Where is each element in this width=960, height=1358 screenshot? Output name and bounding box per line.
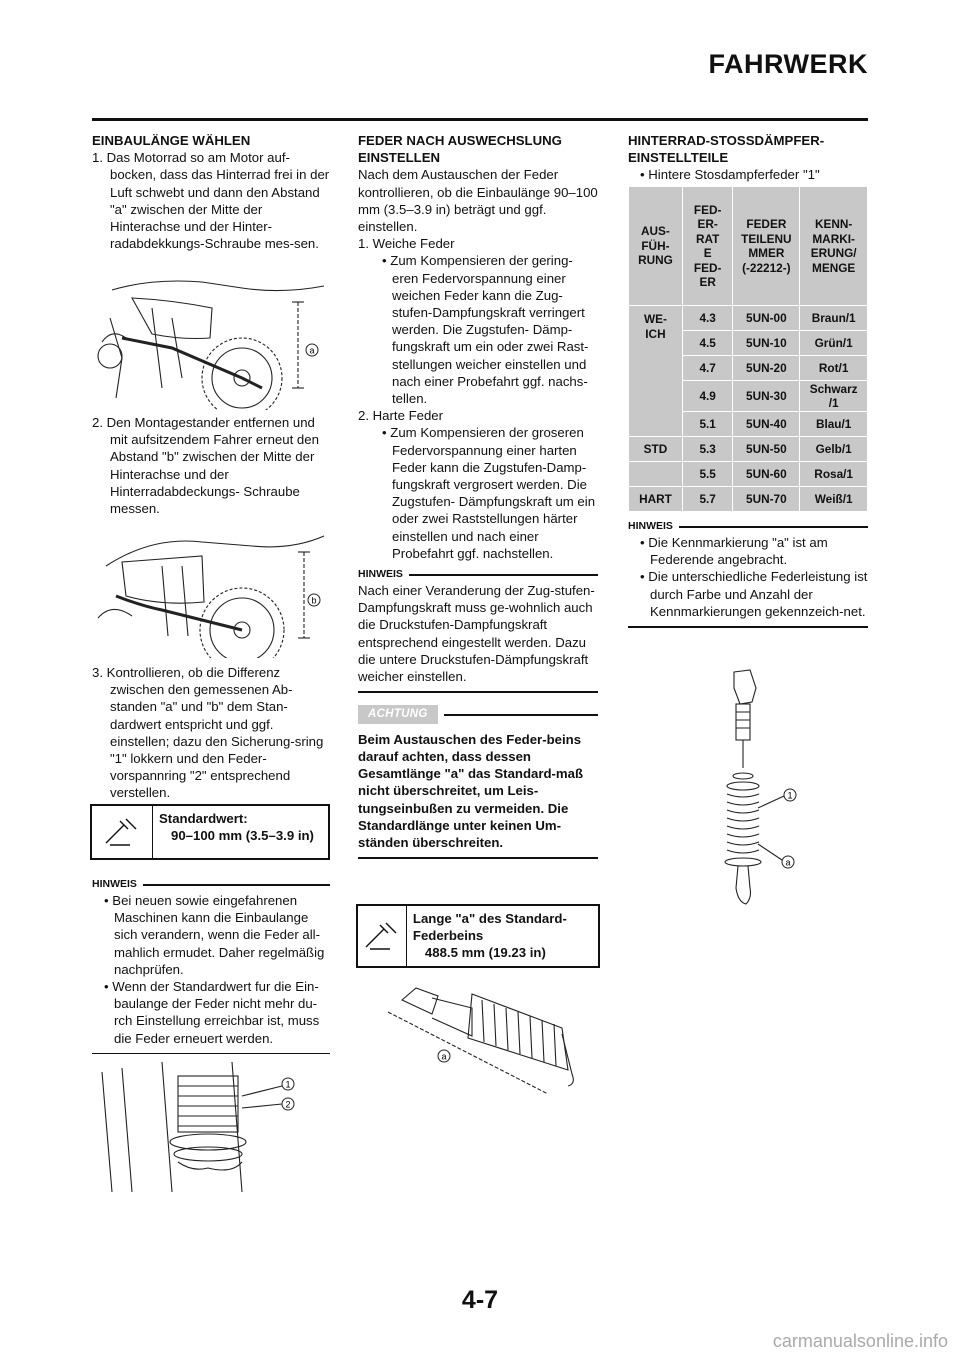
callout-a: a: [785, 857, 791, 868]
item-2-bullet: • Zum Kompensieren der groseren Federvorspannung einer harten Feder kann die Zugstufen-Damp-fungskraft vergrosert werden. Die Zugstufen- Dämpfungskraft um ein oder zwei Raststellungen härter einstellen und nach einer Probefahrt ggf. nachstellen.: [382, 425, 596, 561]
table-cell: Rot/1: [800, 356, 868, 381]
section-heading: HINTERRAD-STOSSDÄMPFER-EINSTELLTEILE: [628, 133, 825, 166]
table-cell: 5.1: [682, 412, 733, 437]
note-bullet: • Wenn der Standardwert fur die Ein-baulange der Feder nicht mehr du-rch Einstellung erreichbar ist, muss die Feder erneuert werden.: [104, 979, 320, 1046]
table-cell: 4.5: [682, 331, 733, 356]
table-row: [629, 487, 868, 512]
section-heading: FEDER NACH AUSWECHSLUNG EINSTELLEN: [358, 133, 562, 166]
table-cell: 5UN-50: [733, 437, 800, 462]
note-bullet: • Die Kennmarkierung "a" ist am Federende angebracht.: [640, 535, 828, 568]
shock-adjuster-figure: [92, 1062, 330, 1194]
page-number: 4-7: [461, 1286, 499, 1314]
table-cell: Braun/1: [800, 306, 868, 331]
column-2: [358, 132, 598, 859]
caution-text: Beim Austauschen des Feder-beins darauf achten, dass dessen Gesamtlänge "a" das Standard-maß nicht überschreitet, um Leis-tungseinbußen zu vermeiden. Die Standardlänge unter keinen Um-ständen überschreiten.: [358, 731, 584, 851]
table-header-row: [629, 187, 868, 306]
table-cell: 5UN-10: [733, 331, 800, 356]
wrench-icon: [358, 906, 407, 966]
step-2: 2. Den Montagestander entfernen und mit aufsitzendem Fahrer erneut den Abstand "b" zwischen der Mitte der Hinterachse und der Hinterradabdeckungs- Schraube messen.: [92, 415, 319, 517]
table-cell: WE- ICH: [629, 306, 683, 437]
table-cell: 5UN-70: [733, 487, 800, 512]
table-cell: STD: [629, 437, 683, 462]
callout-b: b: [311, 595, 317, 606]
table-cell: Rosa/1: [800, 462, 868, 487]
step-1: 1. Das Motorrad so am Motor auf-bocken, dass das Hinterrad frei in der Luft schwebt und dann den Abstand "a" zwischen der Mitte der Hinterachse und der Hinter-radabdekkungs-Schraube mes-sen.: [92, 150, 330, 252]
table-cell: 5UN-30: [733, 381, 800, 412]
table-cell: 5.3: [682, 437, 733, 462]
spec-box-standard: [90, 804, 330, 860]
table-cell: 4.9: [682, 381, 733, 412]
table-cell: Schwarz /1: [800, 381, 868, 412]
column-1: [92, 132, 330, 252]
spring-marking-figure: [700, 668, 810, 918]
table-cell: Gelb/1: [800, 437, 868, 462]
table-cell: Grün/1: [800, 331, 868, 356]
note-header: HINWEIS: [628, 520, 868, 534]
spec-value: 90–100 mm (3.5–3.9 in): [171, 828, 314, 844]
spec-label: Standardwert:: [159, 811, 248, 826]
table-header-cell: FED- ER- RAT E FED- ER: [682, 187, 733, 306]
table-cell: 4.7: [682, 356, 733, 381]
shock-absorber-figure: [372, 974, 584, 1102]
note-header: HINWEIS: [92, 878, 330, 892]
note-end-rule: [92, 1053, 330, 1055]
table-header-cell: AUS- FÜH- RUNG: [629, 187, 683, 306]
bullet: • Hintere Stosdampferfeder "1": [640, 167, 820, 183]
item-1-bullet: • Zum Kompensieren der gering-eren Federvorspannung einer weichen Feder kann die Zug-stufen-Dampfungskraft verringert werden. Die Zugstufen- Dämp-fungskraft um ein oder zwei Rast-stellungen weicher einstellen und nach einer Probefahrt ggf. nachs-tellen.: [382, 253, 589, 407]
callout-a: a: [309, 345, 315, 356]
note-bullet: • Die unterschiedliche Federleistung ist durch Farbe und Anzahl der Kennmarkierungen gekennzeich-net.: [640, 569, 868, 619]
section-heading: EINBAULÄNGE WÄHLEN: [92, 133, 251, 148]
caution-end-rule: [358, 857, 598, 859]
page-title: FAHRWERK: [708, 49, 868, 79]
table-cell: 5UN-60: [733, 462, 800, 487]
item-1: 1. Weiche Feder: [358, 236, 455, 252]
table-cell: 5.5: [682, 462, 733, 487]
table-header-cell: FEDER TEILENU MMER (-22212-): [733, 187, 800, 306]
spring-table: [628, 186, 868, 512]
watermark: carmanualsonline.info: [772, 1330, 948, 1351]
spec-box-length: [356, 904, 600, 968]
table-cell: 5UN-40: [733, 412, 800, 437]
table-row: [629, 462, 868, 487]
wrench-icon: [92, 806, 153, 858]
motorcycle-figure-b: [92, 526, 330, 658]
table-cell: 5UN-00: [733, 306, 800, 331]
intro-paragraph: Nach dem Austauschen der Feder kontrollieren, ob die Einbaulänge 90–100 mm (3.5–3.9 in) beträgt und ggf. einstellen.: [358, 167, 598, 235]
spec-value: 488.5 mm (19.23 in): [424, 945, 546, 961]
table-cell: HART: [629, 487, 683, 512]
table-row: [629, 306, 868, 331]
note-header: HINWEIS: [358, 568, 598, 582]
table-cell: 4.3: [682, 306, 733, 331]
item-2: 2. Harte Feder: [358, 408, 444, 424]
table-row: [629, 437, 868, 462]
callout-1: 1: [787, 790, 793, 801]
caution-header: ACHTUNG: [358, 705, 598, 725]
note-text: Nach einer Veranderung der Zug-stufen-Dampfungskraft muss ge-wohnlich auch die Druckstufen-Dampfungskraft entsprechend eingestellt werden. Dazu die untere Druckstufen-Dämpfungskraft weicher einstellen.: [358, 583, 595, 685]
step-3: 3. Kontrollieren, ob die Differenz zwischen den gemessenen Ab-standen "a" und "b" dem Stan-dardwert entspricht und ggf. einstellen; dazu den Sicherung-sring "1" lokkern und den Feder-vorspannring "2" entsprechend verstellen.: [92, 665, 324, 801]
column-3: [628, 132, 868, 184]
callout-2: 2: [285, 1099, 291, 1110]
header-rule: [92, 118, 868, 121]
table-cell: Blau/1: [800, 412, 868, 437]
spec-label: Lange "a" des Standard-Federbeins: [412, 911, 567, 944]
callout-1: 1: [285, 1079, 291, 1090]
note-end-rule: [628, 626, 868, 628]
note-end-rule: [358, 691, 598, 693]
table-cell: [629, 462, 683, 487]
callout-a: a: [441, 1051, 447, 1062]
table-cell: 5UN-20: [733, 356, 800, 381]
motorcycle-figure-a: [92, 278, 330, 410]
note-bullet: • Bei neuen sowie eingefahrenen Maschinen kann die Einbaulange sich verandern, wenn die Feder all-mahlich ermudet. Daher regelmäßig nachprüfen.: [104, 893, 325, 977]
table-cell: Weiß/1: [800, 487, 868, 512]
table-cell: 5.7: [682, 487, 733, 512]
table-header-cell: KENN- MARKI- ERUNG/ MENGE: [800, 187, 868, 306]
